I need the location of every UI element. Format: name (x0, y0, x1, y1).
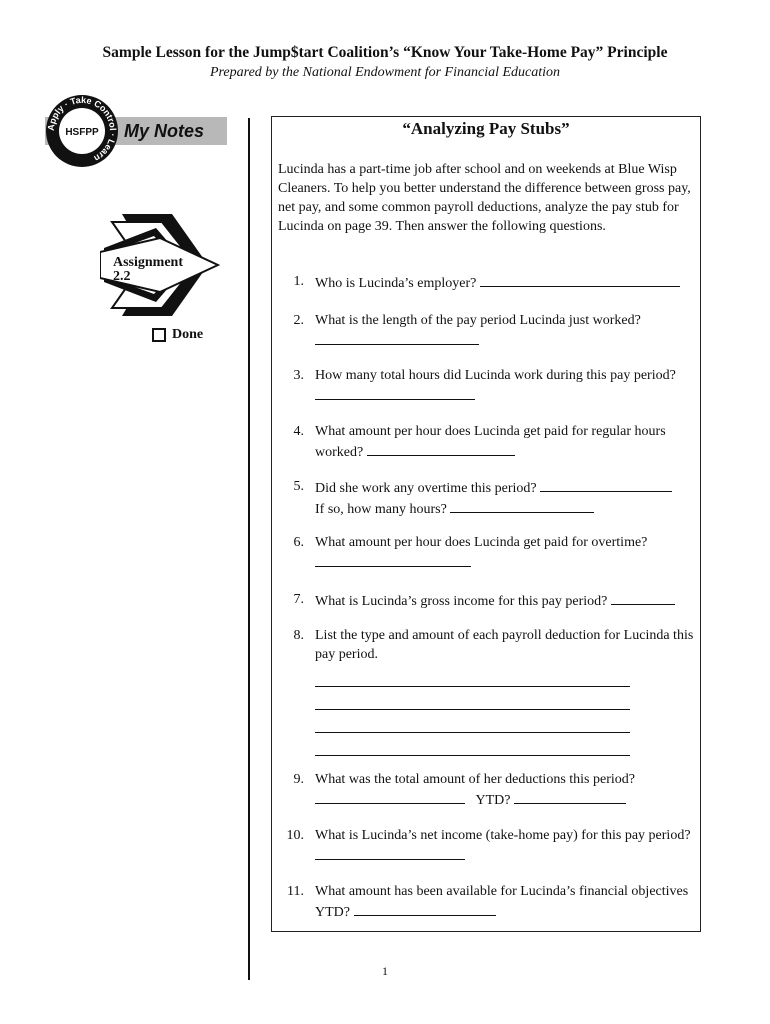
answer-line[interactable] (315, 789, 465, 804)
answer-line[interactable] (480, 272, 680, 287)
document-title: Sample Lesson for the Jump$tart Coalition’s “Know Your Take-Home Pay” Principle (102, 44, 668, 61)
answer-line[interactable] (315, 385, 475, 400)
margin-divider (248, 118, 250, 980)
answer-line[interactable] (354, 901, 496, 916)
page-number: 1 (382, 964, 388, 978)
answer-line[interactable] (514, 789, 626, 804)
hsfpp-logo (40, 93, 230, 173)
answer-line[interactable] (367, 441, 515, 456)
assignment-title: “Analyzing Pay Stubs” (402, 119, 570, 138)
answer-line[interactable] (450, 498, 594, 513)
assignment-label: Assignment 2.2 (113, 255, 184, 284)
intro-paragraph: Lucinda has a part-time job after school and on weekends at Blue Wisp Cleaners. To help you better understand the difference between gross pay, net pay, and some common payroll deductions, analyze the pay stub for Lucinda on page 39. Then answer the following questions. (278, 162, 691, 234)
done-label: Done (172, 327, 204, 342)
answer-line[interactable] (315, 330, 479, 345)
answer-line[interactable] (315, 687, 630, 710)
logo-text: HSFPP (65, 127, 99, 138)
answer-line[interactable] (315, 733, 630, 756)
answer-line[interactable] (315, 552, 471, 567)
answer-line[interactable] (315, 664, 630, 687)
document-subtitle: Prepared by the National Endowment for Financial Education (209, 65, 561, 80)
my-notes-label: My Notes (124, 121, 205, 141)
answer-line[interactable] (315, 710, 630, 733)
checkbox-icon[interactable] (152, 328, 166, 342)
answer-line[interactable] (611, 590, 675, 605)
done-checkbox[interactable] (152, 327, 203, 343)
answer-line[interactable] (540, 477, 672, 492)
logo-ring-text: Apply · Take Control · Learn (45, 94, 119, 164)
assignment-number: 2.2 (113, 269, 131, 284)
answer-line[interactable] (315, 845, 465, 860)
